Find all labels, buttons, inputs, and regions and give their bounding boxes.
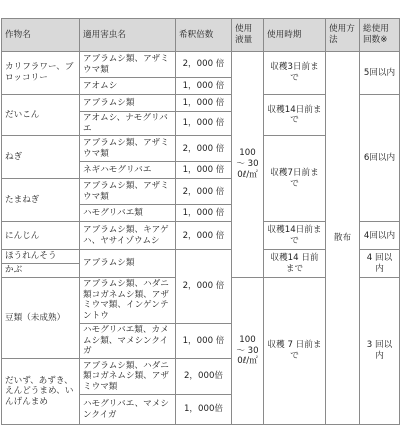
pest-cell: アオムシ、ナモグリバエ <box>80 112 176 136</box>
timing-cell: 収穫7日前まで <box>264 136 326 222</box>
crop-cell: カリフラワー、ブロッコリー <box>2 52 80 95</box>
table-row <box>2 52 400 78</box>
dilution-cell: 1，000 倍 <box>176 323 232 358</box>
count-cell: 4 回以内 <box>360 250 400 277</box>
crop-cell: たまねぎ <box>2 179 80 222</box>
dilution-cell: 2，000 倍 <box>176 136 232 162</box>
timing-cell: 収穫14日前まで <box>264 95 326 136</box>
dilution-cell: 1，000 倍 <box>176 162 232 179</box>
header-volume: 使用液量 <box>232 19 264 52</box>
header-dilution: 希釈倍数 <box>176 19 232 52</box>
crop-cell <box>2 250 80 277</box>
pest-cell: アブラムシ類 <box>80 95 176 112</box>
header-row <box>2 19 400 52</box>
pest-cell: ハモグリバエ類、カメムシ類、マメシンクイガ <box>80 323 176 358</box>
count-cell: 6回以内 <box>360 95 400 222</box>
volume-cell: 100 ～ 300ℓ/㎡ <box>232 52 264 278</box>
dilution-cell: 2，000 倍 <box>176 250 232 323</box>
dilution-cell: 1，000 倍 <box>176 95 232 112</box>
header-method: 使用方法 <box>326 19 360 52</box>
timing-cell: 収穫3日前まで <box>264 52 326 95</box>
crop-label-horenso: ほうれんそう <box>5 251 57 262</box>
dilution-cell: 2，000 倍 <box>176 52 232 78</box>
dilution-cell: 1，000 倍 <box>176 112 232 136</box>
crop-cell: 豆類（未成熟） <box>2 277 80 358</box>
header-count: 総使用回数※ <box>360 19 400 52</box>
count-cell: 4回以内 <box>360 222 400 250</box>
dilution-cell: 1，000倍 <box>176 395 232 425</box>
volume-cell: 100 ～ 300ℓ/㎡ <box>232 277 264 424</box>
header-crop: 作物名 <box>2 19 80 52</box>
count-cell: 3 回以内 <box>360 277 400 424</box>
header-timing: 使用時期 <box>264 19 326 52</box>
pesticide-usage-table <box>1 18 400 425</box>
dilution-cell: 2，000 倍 <box>176 179 232 205</box>
crop-cell: だいこん <box>2 95 80 136</box>
pest-cell: アブラムシ類、キアゲハ、ヤサイゾウムシ <box>80 222 176 250</box>
crop-label-kabu: かぶ <box>2 263 79 276</box>
pest-cell: ネギハモグリバエ <box>80 162 176 179</box>
dilution-cell: 1，000 倍 <box>176 205 232 222</box>
count-cell: 5回以内 <box>360 52 400 95</box>
dilution-cell: 2，000倍 <box>176 359 232 395</box>
crop-cell: だいず、あずき、えんどうまめ、いんげんまめ <box>2 359 80 425</box>
pest-cell: アブラムシ類、アザミウマ類 <box>80 179 176 205</box>
pest-cell: アブラムシ類 <box>80 250 176 277</box>
pest-cell: アオムシ <box>80 78 176 95</box>
timing-cell: 収穫14 日前まで <box>264 250 326 277</box>
crop-cell: ねぎ <box>2 136 80 179</box>
dilution-cell: 1，000 倍 <box>176 78 232 95</box>
pest-cell: アブラムシ類、ハダニ類コガネムシ類、アザミウマ類、インゲンテントウ <box>80 277 176 323</box>
dilution-cell: 2，000 倍 <box>176 222 232 250</box>
timing-cell: 収穫 7 日前まで <box>264 277 326 424</box>
crop-cell: にんじん <box>2 222 80 250</box>
pest-cell: ハモグリバエ、マメシンクイガ <box>80 395 176 425</box>
pest-cell: アブラムシ類、アザミウマ類 <box>80 52 176 78</box>
method-cell: 散布 <box>326 52 360 425</box>
pest-cell: アブラムシ類、ハダニ類コガネムシ類、アザミウマ類 <box>80 359 176 395</box>
pest-cell: アブラムシ類、アザミウマ類 <box>80 136 176 162</box>
header-pest: 適用害虫名 <box>80 19 176 52</box>
timing-cell: 収穫14日前まで <box>264 222 326 250</box>
pest-cell: ハモグリバエ類 <box>80 205 176 222</box>
